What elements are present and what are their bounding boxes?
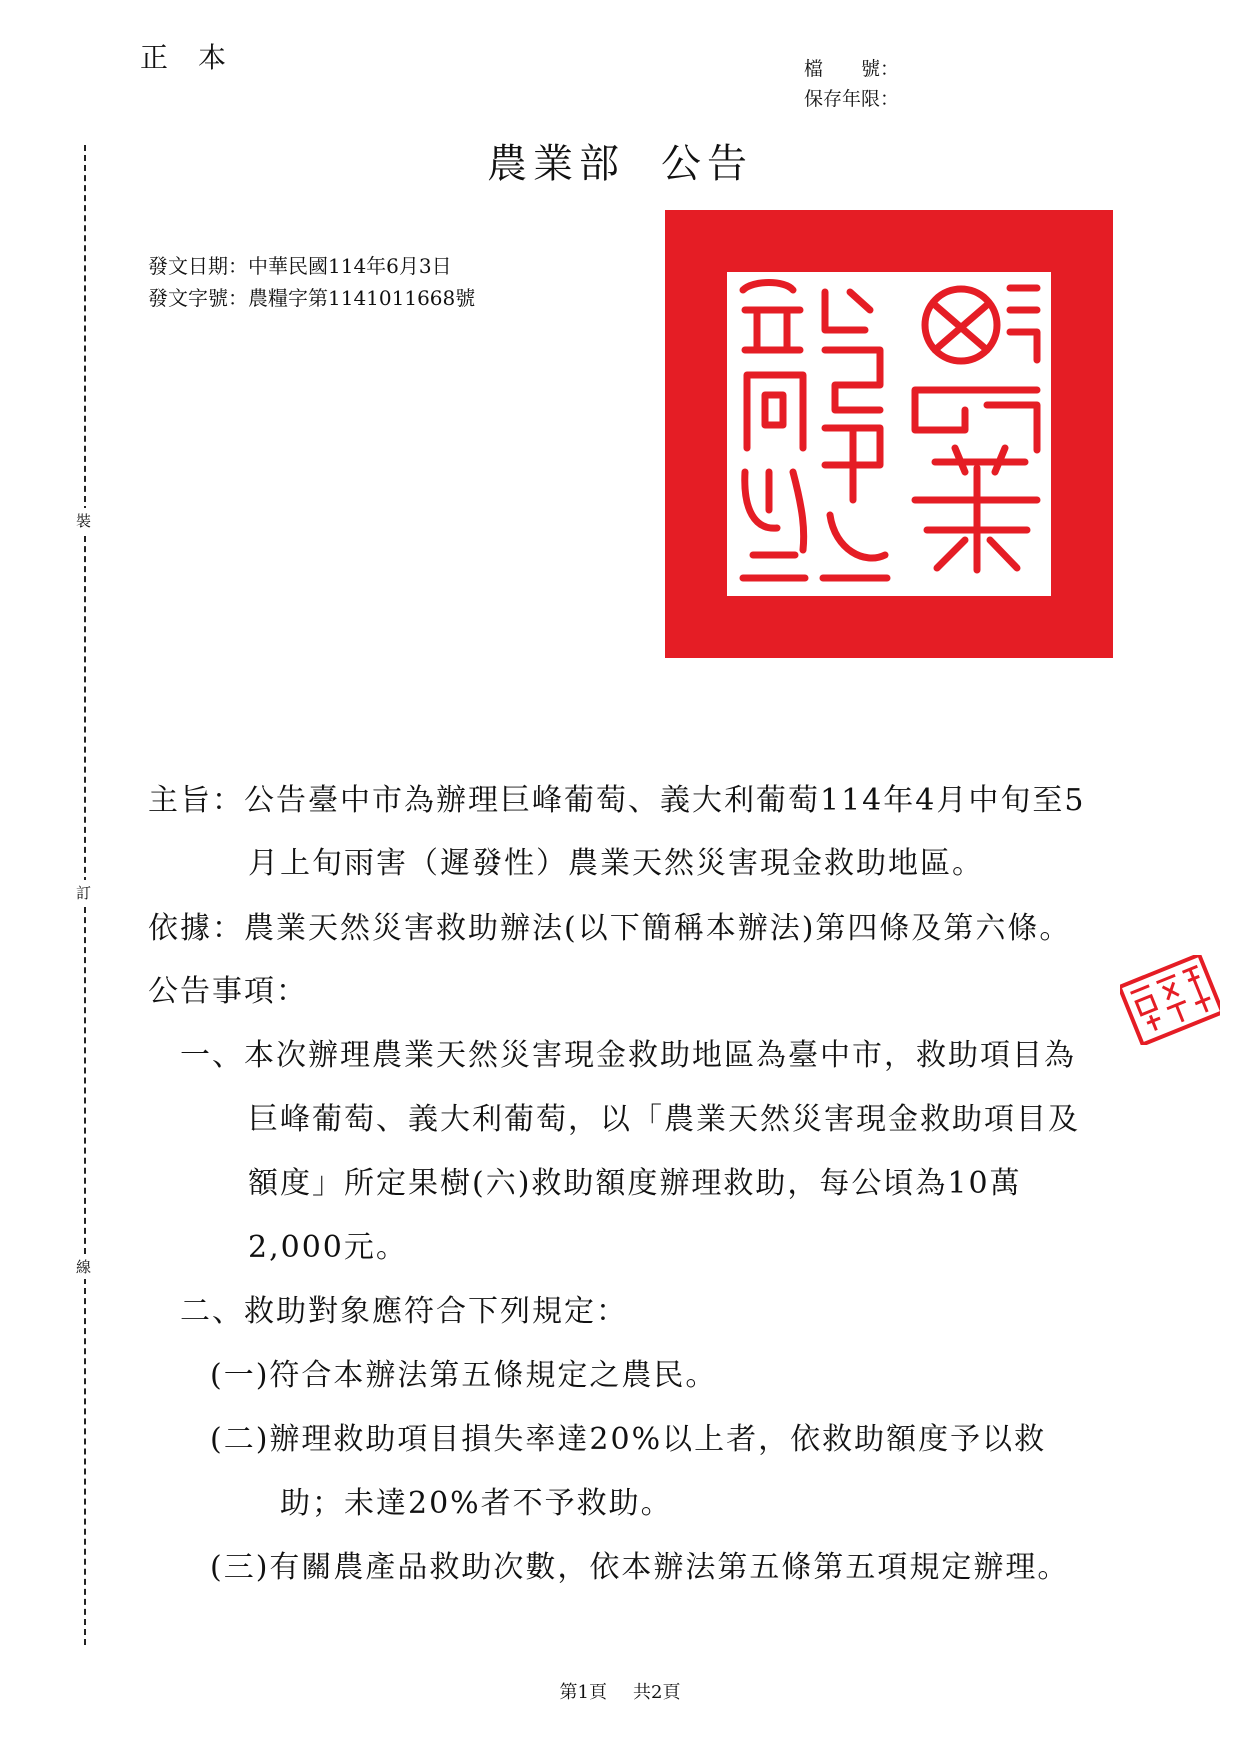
official-seal — [665, 210, 1113, 658]
small-seal — [1120, 955, 1220, 1045]
file-meta — [804, 54, 899, 114]
page-footer — [0, 1678, 1240, 1704]
matters-heading: 公告事項： — [148, 974, 308, 1009]
item-1-line-2: 巨峰葡萄、義大利葡萄，以「農業天然災害現金救助項目及 — [248, 1102, 1080, 1137]
item-1-line-3: 額度」所定果樹(六)救助額度辦理救助，每公頃為10萬 — [248, 1166, 1022, 1201]
retention-label: 保存年限： — [804, 88, 900, 110]
subject-line-1: 主旨：公告臺中市為辦理巨峰葡萄、義大利葡萄114年4月中旬至5 — [148, 783, 1086, 818]
file-number-label: 檔 號： — [804, 58, 900, 80]
issue-meta — [148, 250, 475, 314]
binding-mark-1: 裝 — [76, 508, 91, 533]
page-title — [0, 132, 1240, 189]
item-1-line-4: 2,000元。 — [248, 1230, 408, 1265]
binding-mark-3: 線 — [76, 1254, 91, 1279]
issue-date: 發文日期：中華民國114年6月3日 — [148, 254, 452, 278]
subject-line-2: 月上旬雨害（遲發性）農業天然災害現金救助地區。 — [248, 846, 984, 881]
item-2-sub-2-line-1: (二)辦理救助項目損失率達20%以上者，依救助額度予以救 — [210, 1422, 1047, 1457]
copy-label: 正本 — [140, 41, 257, 74]
item-2-sub-2-line-2: 助；未達20%者不予救助。 — [280, 1486, 673, 1521]
basis-line: 依據：農業天然災害救助辦法(以下簡稱本辦法)第四條及第六條。 — [148, 911, 1072, 946]
issue-number: 發文字號：農糧字第1141011668號 — [148, 286, 476, 310]
item-2-sub-1: (一)符合本辦法第五條規定之農民。 — [210, 1358, 718, 1393]
page-total: 共2頁 — [633, 1682, 681, 1703]
agency-name: 農業部 — [487, 141, 625, 187]
binding-mark-2: 訂 — [76, 880, 91, 905]
item-2-heading: 二、救助對象應符合下列規定： — [180, 1294, 628, 1329]
item-1-line-1: 一、本次辦理農業天然災害現金救助地區為臺中市，救助項目為 — [180, 1038, 1076, 1073]
document-type: 公告 — [661, 141, 753, 187]
item-2-sub-3: (三)有關農產品救助次數，依本辦法第五條第五項規定辦理。 — [210, 1550, 1070, 1585]
page-number: 第1頁 — [559, 1682, 607, 1703]
